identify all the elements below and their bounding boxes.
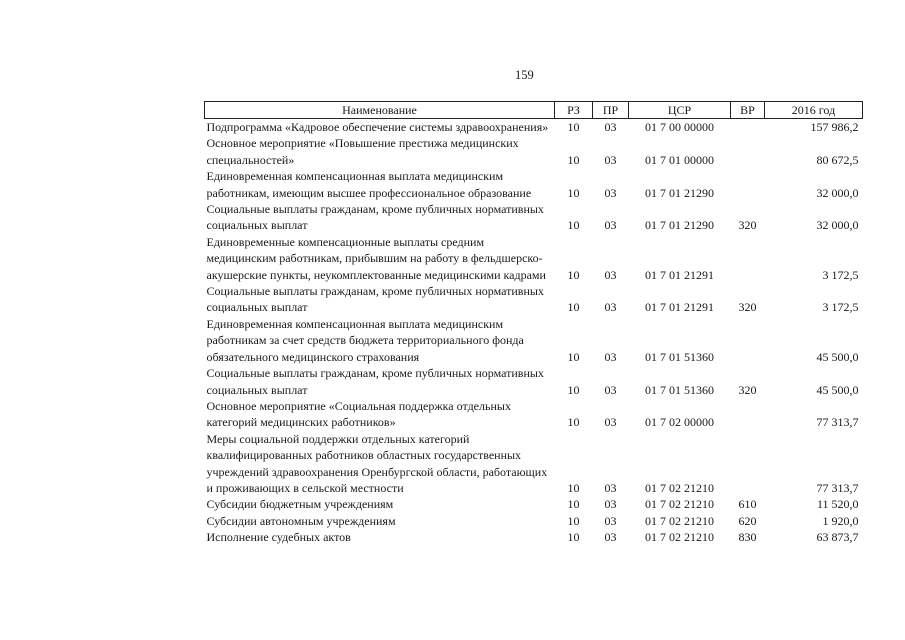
row-amount: 45 500,0 — [816, 382, 859, 397]
row-name: Меры социальной поддержки отдельных категорий квалифицированных работников областных государственных учреждений здравоохранения Оренбургской области, работающих и проживающих в сельской местности — [206, 431, 548, 495]
row-csr: 01 7 01 21291 — [645, 267, 714, 282]
row-pr: 03 — [604, 497, 617, 512]
row-name: Субсидии автономным учреждениям — [206, 513, 396, 528]
row-vr: 620 — [738, 513, 757, 528]
row-amount: 77 313,7 — [816, 480, 859, 495]
row-rz: 10 — [567, 480, 580, 495]
row-name: Социальные выплаты гражданам, кроме публичных нормативных социальных выплат — [206, 202, 544, 233]
row-vr — [731, 168, 765, 201]
row-csr: 01 7 00 00000 — [645, 120, 714, 134]
row-csr: 01 7 01 00000 — [645, 152, 714, 167]
header-vr: ВР — [731, 102, 765, 119]
row-csr: 01 7 01 21290 — [645, 218, 714, 233]
row-pr: 03 — [604, 382, 617, 397]
row-pr: 03 — [604, 513, 617, 528]
row-vr — [731, 234, 765, 283]
row-amount: 77 313,7 — [816, 415, 859, 430]
header-name: Наименование — [205, 102, 555, 119]
row-name: Субсидии бюджетным учреждениям — [206, 497, 394, 512]
table-row — [205, 529, 863, 545]
row-amount: 1 920,0 — [822, 513, 859, 528]
row-csr: 01 7 02 21210 — [645, 530, 714, 545]
row-amount: 80 672,5 — [816, 152, 859, 167]
table-row — [205, 398, 863, 431]
row-rz: 10 — [567, 497, 580, 512]
row-csr: 01 7 02 00000 — [645, 415, 714, 430]
row-vr — [731, 398, 765, 431]
row-name: Единовременные компенсационные выплаты средним медицинским работникам, прибывшим на работу в фельдшерско-акушерские пункты, неукомплектованные медицинскими кадрами — [206, 234, 546, 282]
row-name: Исполнение судебных актов — [206, 530, 351, 545]
row-rz: 10 — [567, 120, 580, 134]
row-vr — [731, 431, 765, 497]
row-pr: 03 — [604, 267, 617, 282]
row-amount: 63 873,7 — [816, 530, 859, 545]
row-pr: 03 — [604, 218, 617, 233]
table-body — [205, 119, 863, 546]
row-pr: 03 — [604, 300, 617, 315]
table-row — [205, 365, 863, 398]
row-name: Основное мероприятие «Повышение престижа медицинских специальностей» — [206, 136, 519, 167]
row-amount: 32 000,0 — [816, 218, 859, 233]
page-number: 159 — [515, 68, 534, 82]
row-vr: 610 — [738, 497, 757, 512]
table-row — [205, 496, 863, 512]
row-pr: 03 — [604, 152, 617, 167]
row-name: Подпрограмма «Кадровое обеспечение системы здравоохранения» — [206, 120, 549, 134]
row-rz: 10 — [567, 300, 580, 315]
row-rz: 10 — [567, 349, 580, 364]
row-rz: 10 — [567, 218, 580, 233]
row-pr: 03 — [604, 120, 617, 134]
table-row — [205, 234, 863, 283]
row-rz: 10 — [567, 415, 580, 430]
table-row — [205, 316, 863, 365]
table-row — [205, 135, 863, 168]
row-name: Социальные выплаты гражданам, кроме публичных нормативных социальных выплат — [206, 366, 544, 397]
table-row — [205, 168, 863, 201]
row-pr: 03 — [604, 480, 617, 495]
row-rz: 10 — [567, 267, 580, 282]
row-name: Единовременная компенсационная выплата медицинским работникам, имеющим высшее профессиональное образование — [206, 169, 532, 200]
row-amount: 11 520,0 — [816, 497, 859, 512]
table-row — [205, 119, 863, 136]
row-vr — [731, 316, 765, 365]
row-pr: 03 — [604, 349, 617, 364]
row-pr: 03 — [604, 415, 617, 430]
row-csr: 01 7 02 21210 — [645, 513, 714, 528]
row-name: Основное мероприятие «Социальная поддержка отдельных категорий медицинских работников» — [206, 398, 511, 430]
row-vr: 320 — [738, 300, 757, 315]
row-amount: 45 500,0 — [816, 349, 859, 364]
row-rz: 10 — [567, 382, 580, 397]
row-pr: 03 — [604, 530, 617, 545]
row-csr: 01 7 02 21210 — [645, 480, 714, 495]
budget-table — [204, 101, 863, 546]
row-csr: 01 7 01 51360 — [645, 382, 714, 397]
row-amount: 3 172,5 — [822, 300, 859, 315]
row-amount: 3 172,5 — [822, 267, 859, 282]
row-csr: 01 7 01 21291 — [645, 300, 714, 315]
table-row — [205, 283, 863, 316]
row-csr: 01 7 01 51360 — [645, 349, 714, 364]
row-vr: 830 — [738, 530, 757, 545]
row-name: Социальные выплаты гражданам, кроме публичных нормативных социальных выплат — [206, 284, 544, 315]
row-rz: 10 — [567, 530, 580, 545]
row-vr: 320 — [738, 382, 757, 397]
table-header-row — [205, 102, 863, 119]
row-amount: 32 000,0 — [816, 185, 859, 200]
row-vr: 320 — [738, 218, 757, 233]
row-amount: 157 986,2 — [810, 120, 859, 134]
row-vr — [731, 135, 765, 168]
header-rz: РЗ — [555, 102, 593, 119]
row-csr: 01 7 02 21210 — [645, 497, 714, 512]
row-vr — [731, 119, 765, 136]
table-row — [205, 201, 863, 234]
header-csr: ЦСР — [629, 102, 731, 119]
table-row — [205, 431, 863, 497]
row-name: Единовременная компенсационная выплата медицинским работникам за счет средств бюджета территориального фонда обязательного медицинского страхования — [206, 316, 524, 364]
row-pr: 03 — [604, 185, 617, 200]
row-rz: 10 — [567, 152, 580, 167]
row-csr: 01 7 01 21290 — [645, 185, 714, 200]
header-year: 2016 год — [765, 102, 863, 119]
row-rz: 10 — [567, 513, 580, 528]
row-rz: 10 — [567, 185, 580, 200]
table-row — [205, 513, 863, 529]
header-pr: ПР — [593, 102, 629, 119]
